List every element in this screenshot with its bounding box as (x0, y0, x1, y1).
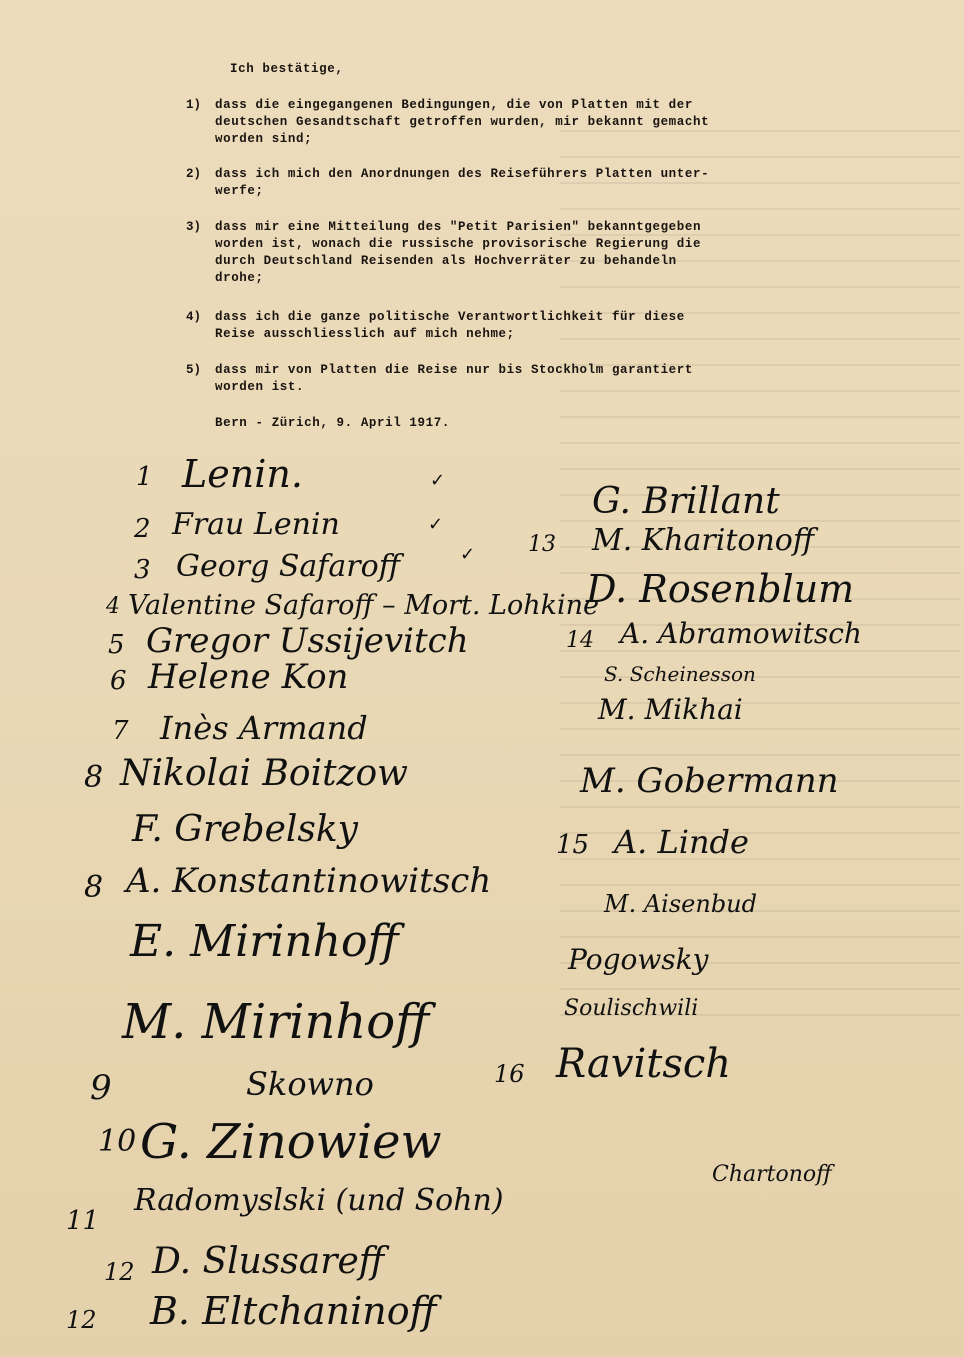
signature: Soulischwili (564, 996, 699, 1021)
signature-number: 8 (84, 760, 104, 795)
signature: S. Scheinesson (604, 662, 756, 686)
signature-number: 3 (134, 555, 151, 585)
signature-number: 14 (566, 628, 594, 653)
signature: Valentine Safaroff – Mort. Lohkine (128, 590, 599, 621)
signature-number: 7 (112, 716, 129, 746)
intro-text: Ich bestätige, (230, 62, 344, 76)
signature-number: 15 (556, 830, 590, 860)
signature-number: 11 (66, 1206, 100, 1236)
signature-number: 13 (528, 532, 556, 557)
signature-number: 8 (84, 870, 104, 905)
signature: Gregor Ussijevitch (146, 621, 469, 661)
signature: D. Rosenblum (586, 567, 855, 611)
item-number: 1) (186, 98, 202, 112)
signature: A. Konstantinowitsch (126, 861, 492, 901)
item-line: deutschen Gesandtschaft getroffen wurden, mir bekannt gemacht (215, 115, 710, 129)
signature: Skowno (246, 1065, 374, 1103)
signature: E. Mirinhoff (130, 916, 399, 967)
item-line: dass ich mich den Anordnungen des Reiseführers Platten unter- (215, 167, 710, 181)
item-number: 4) (186, 310, 202, 324)
signature-number: 10 (98, 1124, 137, 1159)
signature: Ravitsch (556, 1041, 732, 1087)
signature-number: 9 (90, 1068, 112, 1108)
signature-number: 12 (104, 1258, 135, 1286)
signature: M. Mirinhoff (122, 994, 430, 1050)
check-mark-icon: ✓ (430, 470, 446, 491)
signature: Inès Armand (160, 709, 368, 747)
signature: B. Eltchaninoff (150, 1289, 437, 1333)
signature: G. Zinowiew (140, 1114, 442, 1170)
signature-number: 2 (134, 514, 151, 544)
item-line: dass mir von Platten die Reise nur bis Stockholm garantiert (215, 363, 693, 377)
signature-number: 5 (108, 630, 125, 660)
signature: M. Aisenbud (604, 890, 757, 918)
signature: M. Mikhai (598, 693, 743, 726)
signature: Radomyslski (und Sohn) (134, 1183, 504, 1218)
signature-number: 1 (136, 462, 153, 492)
signature: Nikolai Boitzow (120, 753, 408, 794)
signature: Chartonoff (712, 1162, 832, 1187)
signature: Frau Lenin (172, 507, 340, 542)
item-line: werfe; (215, 184, 264, 198)
item-line: durch Deutschland Reisenden als Hochverräter zu behandeln (215, 254, 677, 268)
item-line: worden sind; (215, 132, 313, 146)
signature-number: 12 (66, 1306, 97, 1334)
signature: M. Gobermann (580, 761, 839, 801)
signature: A. Abramowitsch (620, 617, 862, 650)
signature: D. Slussareff (152, 1241, 385, 1282)
item-line: worden ist, wonach die russische provisorische Regierung die (215, 237, 702, 251)
place-date: Bern - Zürich, 9. April 1917. (215, 416, 450, 430)
signature-number: 6 (110, 666, 127, 696)
signature: Pogowsky (568, 943, 709, 976)
check-mark-icon: ✓ (460, 544, 476, 565)
signature: Helene Kon (148, 657, 349, 697)
item-line: Reise ausschliesslich auf mich nehme; (215, 327, 515, 341)
item-line: dass mir eine Mitteilung des "Petit Parisien" bekanntgegeben (215, 220, 702, 234)
item-number: 3) (186, 220, 202, 234)
signature: G. Brillant (592, 481, 780, 522)
signature: A. Linde (614, 823, 749, 861)
check-mark-icon: ✓ (428, 514, 444, 535)
item-line: drohe; (215, 271, 264, 285)
item-line: dass die eingegangenen Bedingungen, die von Platten mit der (215, 98, 693, 112)
signature: Lenin. (182, 452, 303, 496)
signature: M. Kharitonoff (592, 523, 815, 558)
item-line: worden ist. (215, 380, 305, 394)
signature-number: 4 (106, 594, 120, 619)
signature: Georg Safaroff (176, 549, 400, 584)
item-number: 5) (186, 363, 202, 377)
item-line: dass ich die ganze politische Verantwortlichkeit für diese (215, 310, 685, 324)
signature: F. Grebelsky (132, 809, 359, 850)
signature-number: 16 (494, 1060, 525, 1088)
item-number: 2) (186, 167, 202, 181)
